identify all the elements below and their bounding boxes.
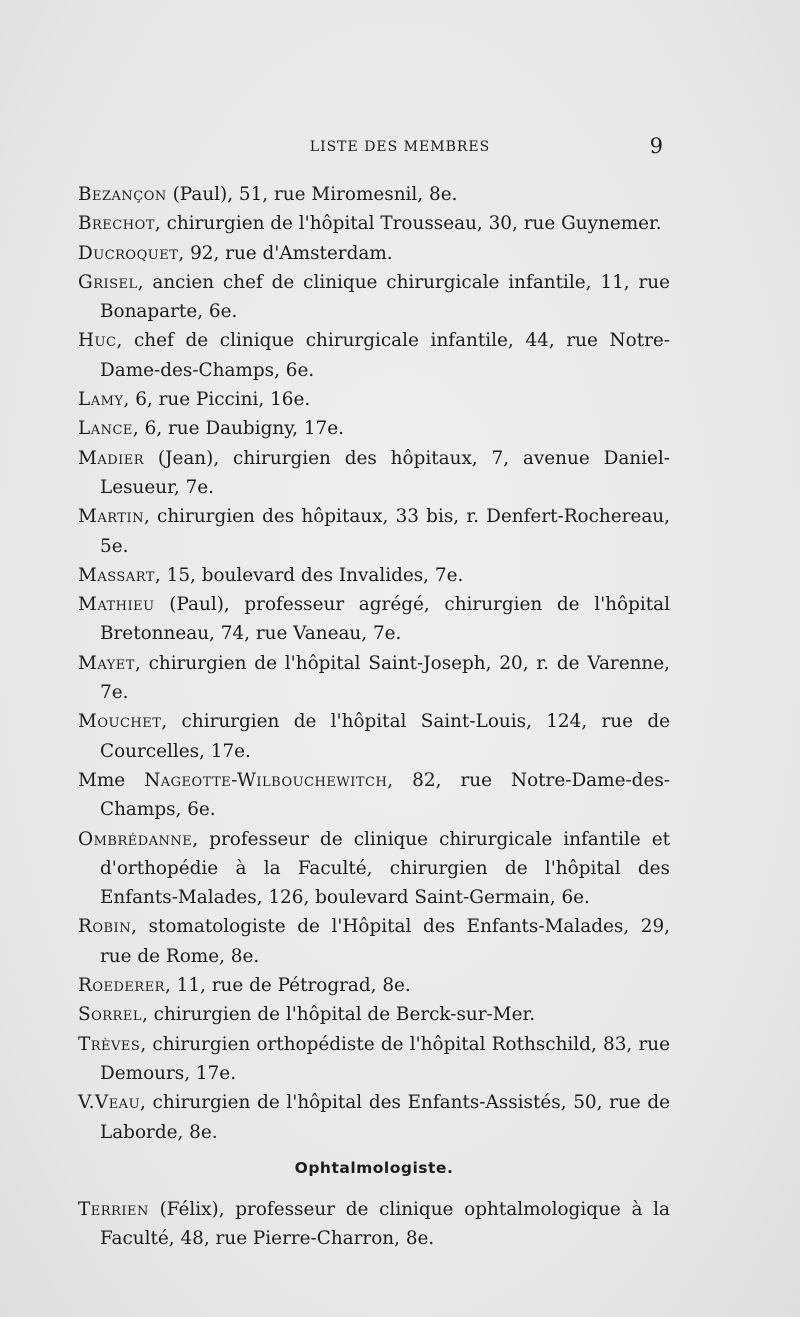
member-details: , ancien chef de clinique chirurgicale infantile, 11, rue Bonaparte, 6e. xyxy=(100,271,670,323)
member-entry xyxy=(78,1000,670,1029)
member-name: Mouchet xyxy=(78,711,162,733)
member-details: , 11, rue de Pétrograd, 8e. xyxy=(164,975,411,997)
member-entry xyxy=(78,414,670,443)
member-details: , 6, rue Piccini, 16e. xyxy=(123,389,311,411)
member-details: (Félix), professeur de clinique ophtalmologique à la Faculté, 48, rue Pierre-Charron, 8e. xyxy=(100,1198,670,1250)
member-name: Madier xyxy=(78,447,145,469)
member-name: Lamy xyxy=(78,389,124,411)
member-entry xyxy=(78,590,670,649)
member-name: Ducroquet xyxy=(78,242,179,264)
member-entry xyxy=(78,912,670,971)
member-details: , 15, boulevard des Invalides, 7e. xyxy=(154,564,464,586)
running-head xyxy=(0,136,800,160)
member-name: Lance xyxy=(78,418,133,440)
member-entry xyxy=(78,561,670,590)
member-details: , 6, rue Daubigny, 17e. xyxy=(132,418,344,440)
page-number: 9 xyxy=(649,134,663,158)
member-entry xyxy=(78,1088,670,1147)
member-list xyxy=(78,180,670,1253)
member-name: Brechot xyxy=(78,213,155,235)
member-details: , 92, rue d'Amsterdam. xyxy=(178,242,393,264)
member-entries xyxy=(78,180,670,1147)
member-entry xyxy=(78,326,670,385)
member-name: Mathieu xyxy=(78,594,155,616)
member-name: Massart xyxy=(78,564,155,586)
member-entry xyxy=(78,971,670,1000)
member-details: , chirurgien de l'hôpital Saint-Joseph, 20, r. de Varenne, 7e. xyxy=(100,652,670,704)
member-name: Huc xyxy=(78,330,117,352)
member-prefix: Mme xyxy=(78,769,145,791)
member-details: (Paul), professeur agrégé, chirurgien de l'hôpital Bretonneau, 74, rue Vaneau, 7e. xyxy=(100,594,670,645)
member-name: Grisel xyxy=(78,271,138,293)
section-heading-ophtalmologiste: Ophtalmologiste. xyxy=(294,1158,454,1177)
member-details: , chirurgien des hôpitaux, 33 bis, r. Denfert-Rochereau, 5e. xyxy=(100,506,670,557)
member-entry xyxy=(78,766,670,825)
member-entry xyxy=(78,649,670,708)
member-details: , stomatologiste de l'Hôpital des Enfants-Malades, 29, rue de Rome, 8e. xyxy=(100,916,670,967)
member-name: Roederer xyxy=(78,975,165,997)
member-entry xyxy=(78,385,670,414)
running-title: LISTE DES MEMBRES xyxy=(309,139,491,155)
member-entry xyxy=(78,209,670,238)
member-name: V.Veau xyxy=(78,1092,141,1114)
member-details: , 82, rue Notre-Dame-des-Champs, 6e. xyxy=(100,769,670,821)
member-name: Martin xyxy=(78,506,144,528)
member-details: , chirurgien de l'hôpital des Enfants-Assistés, 50, rue de Laborde, 8e. xyxy=(100,1092,670,1143)
ophtalmologiste-entries xyxy=(78,1195,670,1254)
member-entry xyxy=(78,1195,670,1254)
member-name: Mayet xyxy=(78,652,135,674)
member-details: , chirurgien de l'hôpital de Berck-sur-Mer. xyxy=(141,1004,536,1026)
member-entry xyxy=(78,180,670,209)
member-name: Ombrédanne xyxy=(78,828,193,850)
member-details: , professeur de clinique chirurgicale infantile et d'orthopédie à la Faculté, chirurgien de l'hôpital des Enfants-Malades, 126, boulevard Saint-Germain, 6e. xyxy=(100,828,670,909)
member-details: (Paul), 51, rue Miromesnil, 8e. xyxy=(166,184,458,205)
member-entry xyxy=(78,825,670,913)
member-name: Robin xyxy=(78,916,132,938)
member-details: , chirurgien de l'hôpital Saint-Louis, 124, rue de Courcelles, 17e. xyxy=(100,711,670,762)
member-name: Bezançon xyxy=(78,184,167,205)
member-details: , chef de clinique chirurgicale infantile, 44, rue Notre-Dame-des-Champs, 6e. xyxy=(100,330,670,381)
member-entry xyxy=(78,444,670,503)
member-entry xyxy=(78,239,670,268)
member-details: (Jean), chirurgien des hôpitaux, 7, avenue Daniel-Lesueur, 7e. xyxy=(100,447,670,498)
member-name: Nageotte-Wilbouchewitch xyxy=(144,769,388,791)
member-name: Terrien xyxy=(78,1198,149,1220)
member-entry xyxy=(78,502,670,561)
member-details: , chirurgien orthopédiste de l'hôpital Rothschild, 83, rue Demours, 17e. xyxy=(100,1033,670,1084)
member-entry xyxy=(78,268,670,327)
member-name: Sorrel xyxy=(78,1004,142,1026)
member-entry xyxy=(78,707,670,766)
member-details: , chirurgien de l'hôpital Trousseau, 30, rue Guynemer. xyxy=(154,213,662,235)
member-entry xyxy=(78,1030,670,1089)
member-name: Trèves xyxy=(78,1033,141,1055)
